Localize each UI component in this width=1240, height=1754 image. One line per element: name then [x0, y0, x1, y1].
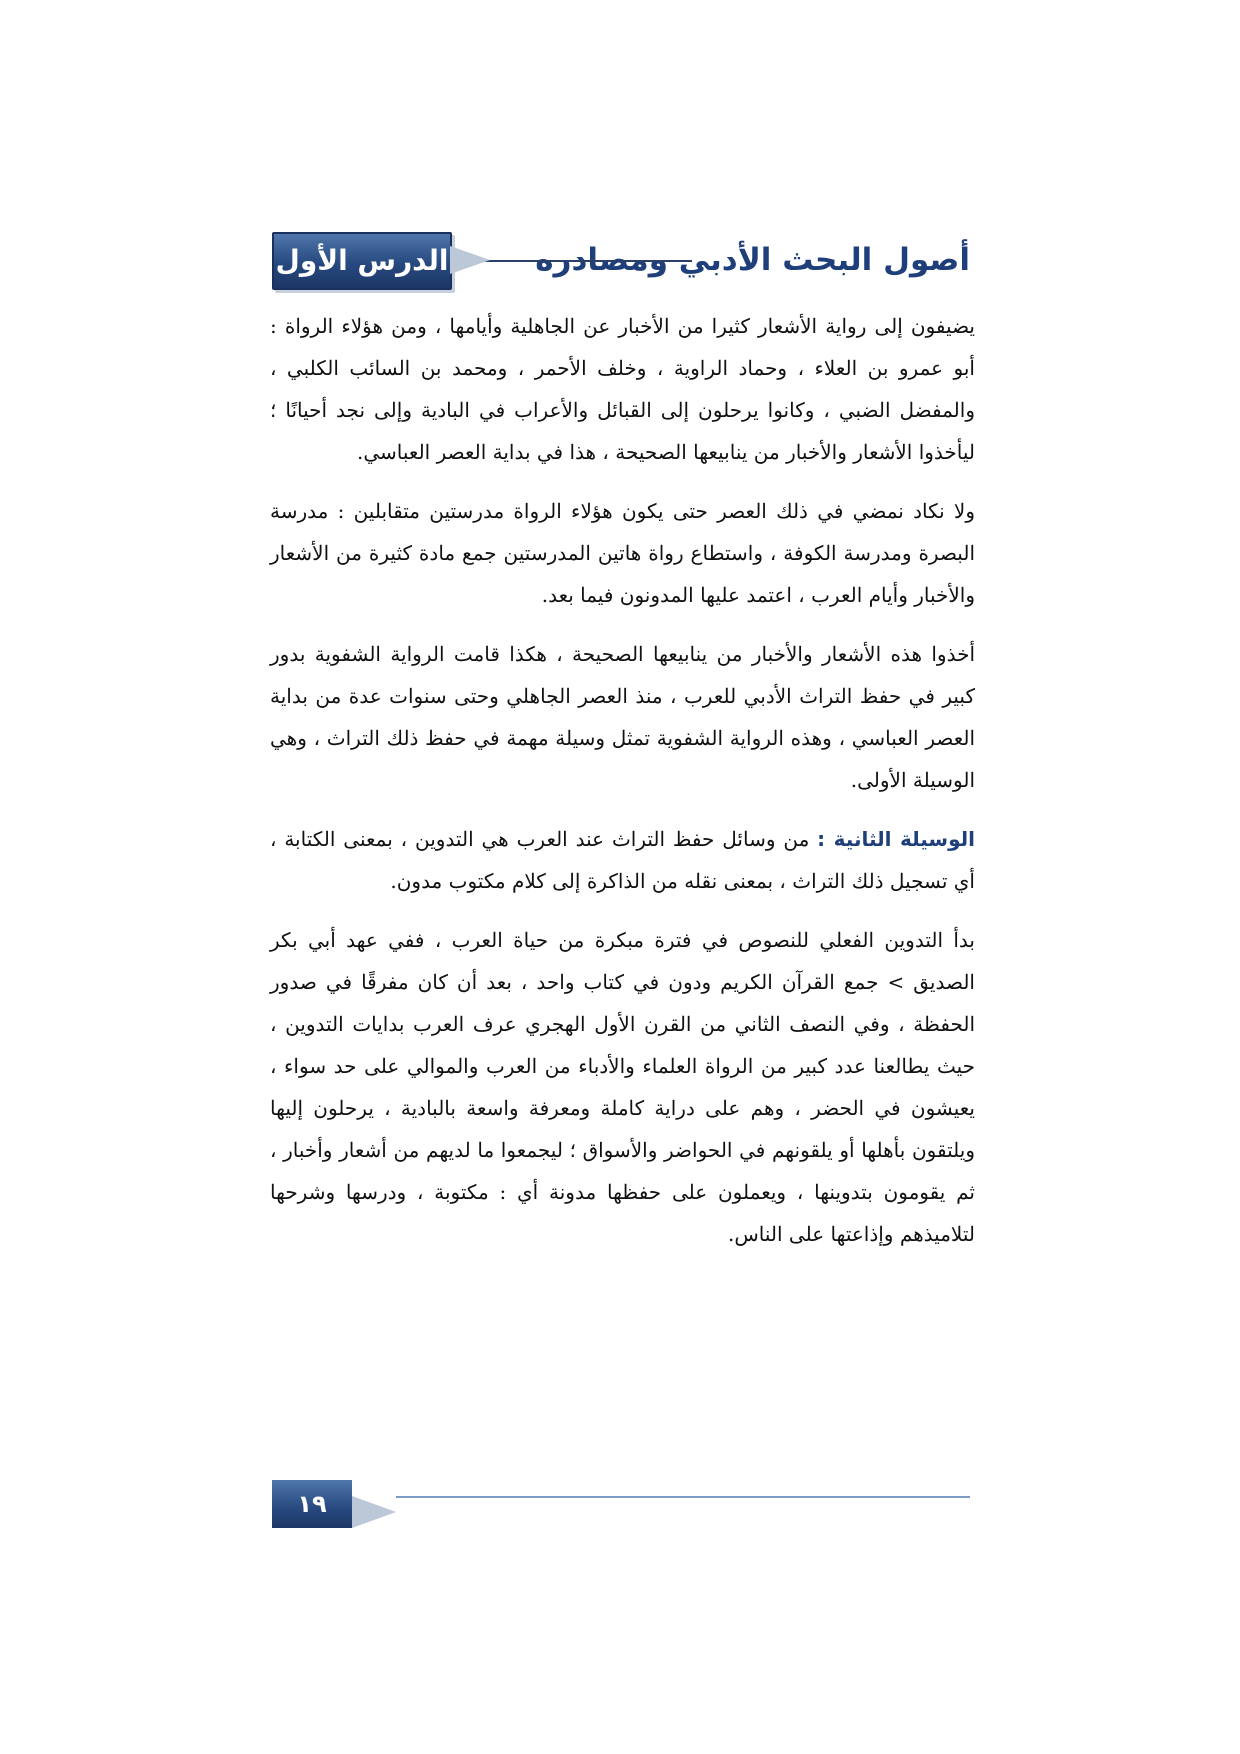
paragraph-3: [270, 633, 975, 801]
badge-tail-decoration: [450, 246, 490, 274]
footer-divider: [396, 1496, 970, 1498]
lesson-badge: [272, 232, 452, 290]
page-number: ١٩: [272, 1480, 352, 1528]
paragraph-5-text: بدأ التدوين الفعلي للنصوص في فترة مبكرة من حياة العرب ، ففي عهد أبي بكر الصديق > جمع القرآن الكريم ودون في كتاب واحد ، بعد أن كان مفرقًا في صدور الحفظة ، وفي النصف الثاني من القرن الأول الهجري عرف العرب بدايات التدوين ، حيث يطالعنا عدد كبير من الرواة العلماء والأدباء من العرب والموالي على حد سواء ، يعيشون في الحضر ، وهم على دراية كاملة ومعرفة واسعة بالبادية ، يرحلون إليها ويلتقون بأهلها أو يلقونهم في الحواضر والأسواق ؛ ليجمعوا ما لديهم من أشعار وأخبار ، ثم يقومون بتدوينها ، ويعملون على حفظها مدونة أي : مكتوبة ، ودرسها وشرحها لتلاميذهم وإذاعتها على الناس.: [270, 928, 975, 1246]
paragraph-2-text: ولا نكاد نمضي في ذلك العصر حتى يكون هؤلاء الرواة مدرستين متقابلين : مدرسة البصرة ومدرسة الكوفة ، واستطاع رواة هاتين المدرستين جمع مادة كثيرة من الأشعار والأخبار وأيام العرب ، اعتمد عليها المدونون فيما بعد.: [270, 499, 975, 607]
header-divider: [462, 260, 692, 262]
paragraph-1: [270, 305, 975, 473]
paragraph-4-text: من وسائل حفظ التراث عند العرب هي التدوين ، بمعنى الكتابة ، أي تسجيل ذلك التراث ، بمعنى نقله من الذاكرة إلى كلام مكتوب مدون.: [270, 827, 975, 893]
second-means-label: الوسيلة الثانية :: [817, 827, 975, 851]
footer-tail-decoration: [352, 1496, 396, 1528]
paragraph-1-text: يضيفون إلى رواية الأشعار كثيرا من الأخبار عن الجاهلية وأيامها ، ومن هؤلاء الرواة : أبو عمرو بن العلاء ، وحماد الراوية ، وخلف الأحمر ، ومحمد بن السائب الكلبي ، والمفضل الضبي ، وكانوا يرحلون إلى القبائل والأعراب في البادية وإلى نجد أحيانًا ؛ ليأخذوا الأشعار والأخبار من ينابيعها الصحيحة ، هذا في بداية العصر العباسي.: [270, 314, 975, 464]
page-body: [270, 305, 975, 1272]
book-title: أصول البحث الأدبي ومصادره: [535, 242, 970, 278]
paragraph-5: [270, 919, 975, 1255]
paragraph-2: [270, 490, 975, 616]
page-footer: [272, 1480, 970, 1528]
paragraph-4: [270, 818, 975, 902]
paragraph-3-text: أخذوا هذه الأشعار والأخبار من ينابيعها الصحيحة ، هكذا قامت الرواية الشفوية بدور كبير في حفظ التراث الأدبي للعرب ، منذ العصر الجاهلي وحتى سنوات عدة من بداية العصر العباسي ، وهذه الرواية الشفوية تمثل وسيلة مهمة في حفظ ذلك التراث ، وهي الوسيلة الأولى.: [270, 642, 975, 792]
page-header: [272, 232, 970, 288]
lesson-label: الدرس الأول: [275, 244, 449, 277]
